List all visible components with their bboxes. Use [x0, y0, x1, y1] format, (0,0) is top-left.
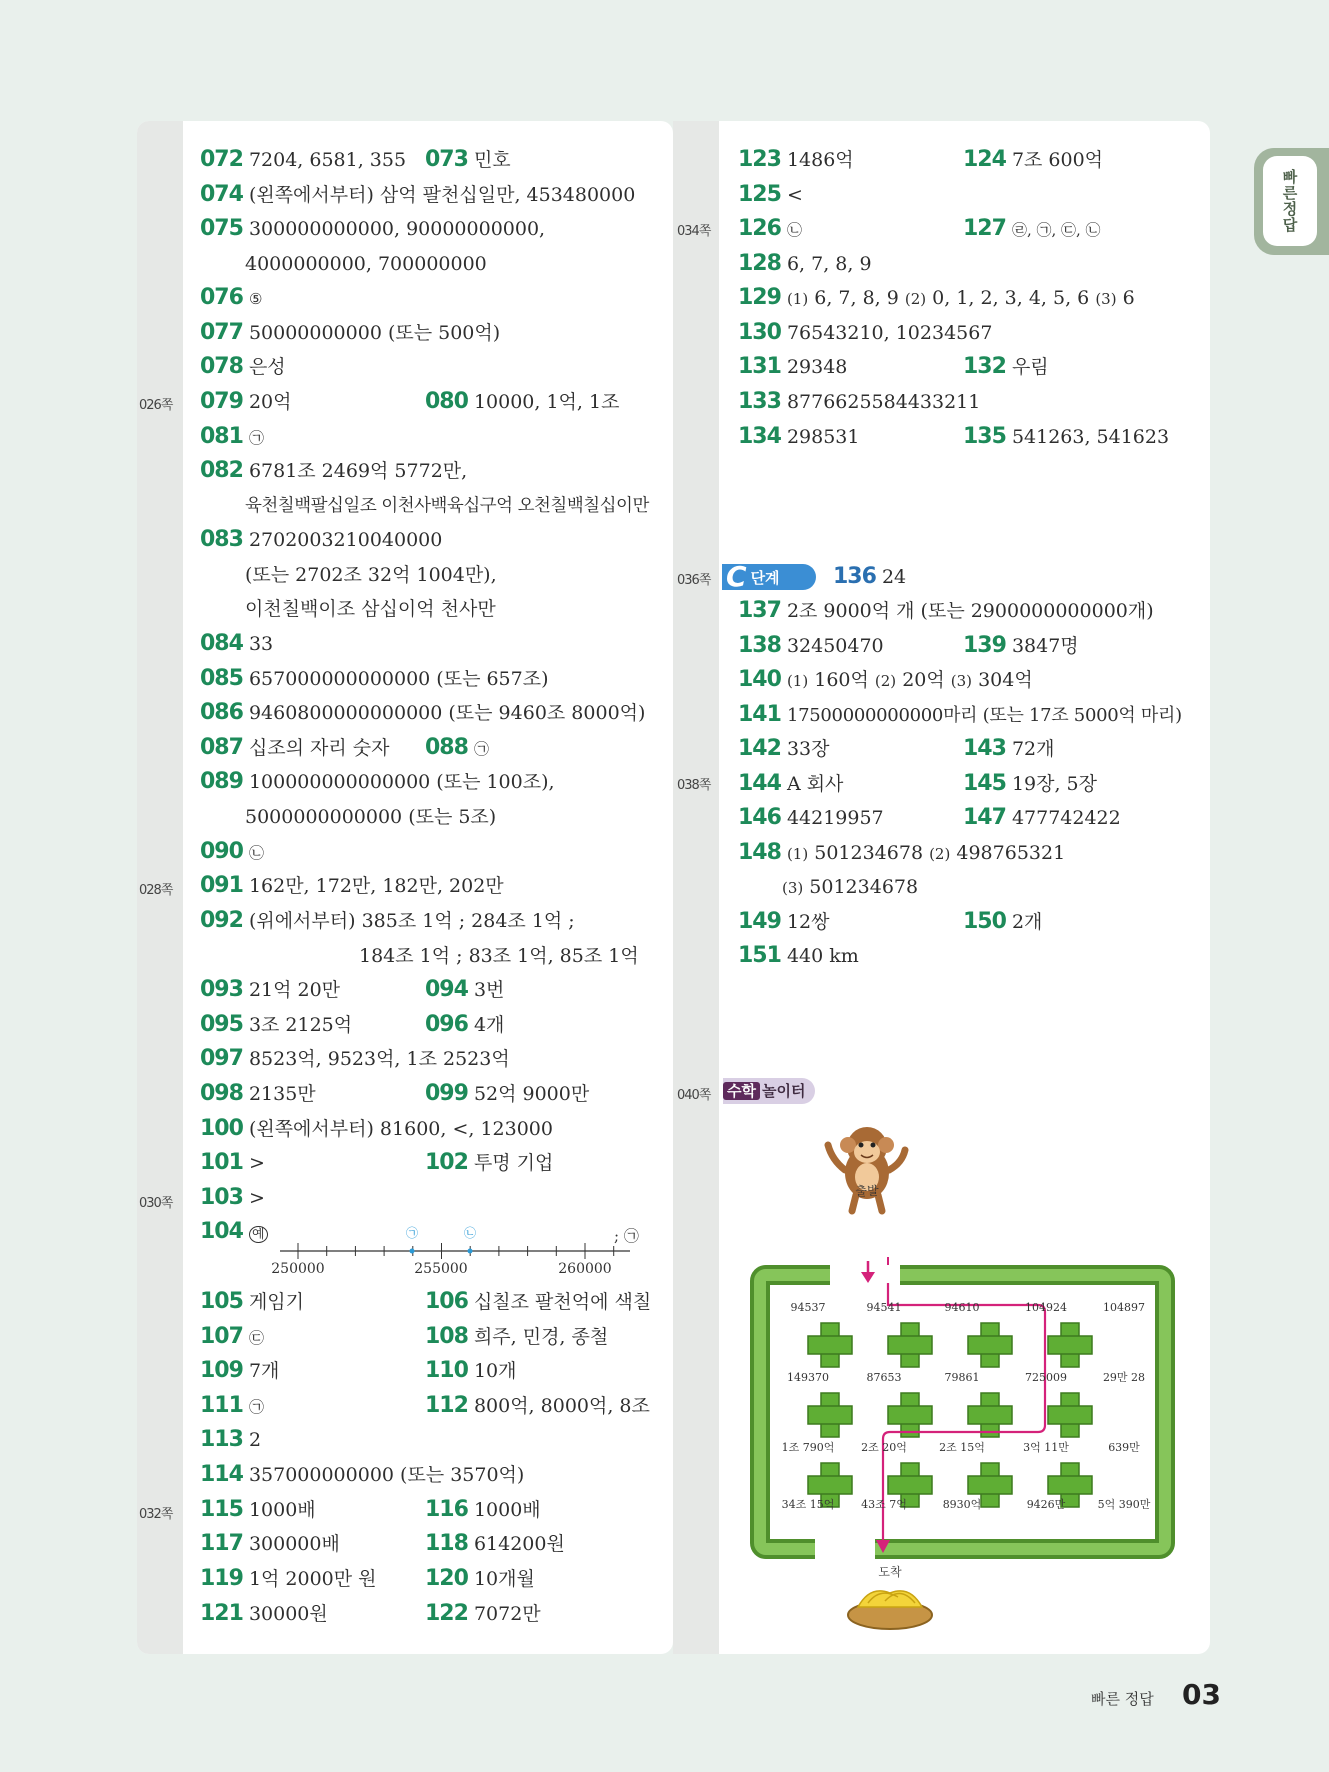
maze-number-label: 5억 390만 [1097, 1498, 1151, 1511]
answer-095: 095 3조 2125억 [200, 1012, 353, 1037]
answer-116: 116 1000배 [425, 1497, 541, 1522]
answer-135: 135 541263, 541623 [963, 424, 1170, 449]
answer-124: 124 7조 600억 [963, 147, 1104, 172]
maze-number-label: 149370 [787, 1371, 829, 1384]
page-number: 03 [1182, 1678, 1221, 1711]
answer-082-cont: 육천칠백팔십일조 이천사백육십구억 오천칠백칠십이만 [245, 496, 649, 516]
answer-148-cont: (3) 501234678 [782, 876, 919, 898]
monkey-icon [828, 1127, 905, 1211]
answer-078: 078 은성 [200, 354, 286, 379]
page-ref-028: 028쪽 [139, 883, 173, 898]
page-ref-030: 030쪽 [139, 1196, 173, 1211]
answer-115: 115 1000배 [200, 1497, 316, 1522]
maze-number-label: 94541 [866, 1301, 902, 1314]
answer-075: 075 300000000000, 90000000000, [200, 216, 546, 241]
answer-111: 111 ㉠ [200, 1393, 264, 1418]
maze-number-label: 1조 790억 [781, 1441, 835, 1454]
answer-089: 089 100000000000000 (또는 100조), [200, 769, 555, 794]
maze-number-label: 104924 [1025, 1301, 1067, 1314]
answer-113: 113 2 [200, 1427, 262, 1452]
answer-100: 100 (왼쪽에서부터) 81600, <, 123000 [200, 1116, 553, 1141]
answer-104: 104 예 [200, 1216, 268, 1248]
answer-086: 086 9460800000000000 (또는 9460조 8000억) [200, 700, 646, 725]
tick-label-250000: 250000 [271, 1261, 325, 1276]
maze-number-label: 3억 11만 [1023, 1441, 1069, 1454]
answer-142: 142 33장 [738, 736, 830, 761]
answer-144: 144 A 회사 [738, 771, 844, 796]
answer-138: 138 32450470 [738, 633, 884, 658]
answer-098: 098 2135만 [200, 1081, 316, 1106]
answer-099: 099 52억 9000만 [425, 1081, 590, 1106]
page-ref-036: 036쪽 [677, 573, 711, 588]
maze-number-label: 2조 20억 [861, 1441, 907, 1454]
answer-129: 129 (1) 6, 7, 8, 9 (2) 0, 1, 2, 3, 4, 5, 6 (3) 6 [738, 285, 1135, 310]
page-ref-032: 032쪽 [139, 1507, 173, 1522]
answer-121: 121 30000원 [200, 1601, 328, 1626]
page-ref-040: 040쪽 [677, 1088, 711, 1103]
answer-147: 147 477742422 [963, 805, 1121, 830]
maze-number-label: 725009 [1025, 1371, 1067, 1384]
answer-077: 077 50000000000 (또는 500억) [200, 320, 501, 345]
answer-083-cont2: 이천칠백이조 삼십이억 천사만 [245, 598, 496, 620]
maze-number-label: 94610 [944, 1301, 980, 1314]
answer-082: 082 6781조 2469억 5772만, [200, 458, 468, 483]
answer-102: 102 투명 기업 [425, 1150, 554, 1175]
answer-104-tail: ; ㉠ [614, 1227, 639, 1245]
answer-117: 117 300000배 [200, 1531, 340, 1556]
answer-089-cont: 5000000000000 (또는 5조) [245, 806, 497, 828]
tick-label-260000: 260000 [558, 1261, 612, 1276]
page-ref-026: 026쪽 [139, 398, 173, 413]
answer-108: 108 희주, 민경, 종철 [425, 1324, 609, 1349]
maze-number-label: 2조 15억 [939, 1441, 985, 1454]
answer-075-cont: 4000000000, 700000000 [245, 253, 487, 275]
answer-080: 080 10000, 1억, 1조 [425, 389, 620, 414]
answer-087: 087 십조의 자리 숫자 [200, 735, 390, 760]
c-stage-badge: C단계 [722, 564, 816, 590]
page-ref-038: 038쪽 [677, 778, 711, 793]
answer-146: 146 44219957 [738, 805, 884, 830]
answer-106: 106 십칠조 팔천억에 색칠 [425, 1289, 652, 1314]
answer-139: 139 3847명 [963, 633, 1079, 658]
maze-number-label: 43조 7억 [861, 1498, 907, 1511]
answer-134: 134 298531 [738, 424, 860, 449]
point-a-dot [410, 1249, 415, 1254]
answer-110: 110 10개 [425, 1358, 517, 1383]
answer-141: 141 17500000000000마리 (또는 17조 5000억 마리) [738, 702, 1182, 727]
banana-basket-icon [848, 1591, 932, 1629]
answer-127: 127 ㉣, ㉠, ㉢, ㉡ [963, 216, 1101, 241]
answer-074: 074 (왼쪽에서부터) 삼억 팔천십일만, 453480000 [200, 182, 636, 207]
answer-091: 091 162만, 172만, 182만, 202만 [200, 873, 504, 898]
answer-094: 094 3번 [425, 977, 505, 1002]
answer-103: 103 > [200, 1185, 265, 1210]
answer-125: 125 < [738, 182, 803, 207]
answer-145: 145 19장, 5장 [963, 771, 1097, 796]
answer-136: 136 24 [833, 564, 907, 589]
right-gutter [673, 121, 719, 1654]
answer-083: 083 2702003210040000 [200, 527, 443, 552]
answer-088: 088 ㉠ [425, 735, 489, 760]
maze-number-label: 9426만 [1026, 1498, 1066, 1511]
maze-number-label: 104897 [1103, 1301, 1145, 1314]
answer-128: 128 6, 7, 8, 9 [738, 251, 872, 276]
maze-exit [815, 1535, 875, 1561]
answer-092-cont: 184조 1억 ; 83조 1억, 85조 1억 [359, 945, 639, 967]
number-line [260, 1216, 660, 1276]
answer-083-cont1: (또는 2702조 32억 1004만), [245, 564, 497, 586]
maze-end-label: 도착 [878, 1565, 902, 1579]
answer-107: 107 ㉢ [200, 1324, 264, 1349]
maze-number-label: 34조 15억 [781, 1498, 835, 1511]
answer-148: 148 (1) 501234678 (2) 498765321 [738, 840, 1066, 865]
answer-143: 143 72개 [963, 736, 1055, 761]
answer-090: 090 ㉡ [200, 839, 264, 864]
page-ref-034: 034쪽 [677, 224, 711, 239]
answer-105: 105 게임기 [200, 1289, 304, 1314]
answer-150: 150 2개 [963, 909, 1043, 934]
point-b-dot [468, 1249, 473, 1254]
answer-118: 118 614200원 [425, 1531, 565, 1556]
answer-096: 096 4개 [425, 1012, 505, 1037]
answer-131: 131 29348 [738, 354, 848, 379]
answer-120: 120 10개월 [425, 1566, 535, 1591]
maze-number-label: 29만 28 [1102, 1371, 1146, 1384]
answer-140: 140 (1) 160억 (2) 20억 (3) 304억 [738, 667, 1033, 692]
answer-073: 073 민호 [425, 147, 511, 172]
maze-start-label: 출발 [855, 1184, 879, 1198]
answer-137: 137 2조 9000억 개 (또는 2900000000000개) [738, 598, 1154, 623]
answer-093: 093 21억 20만 [200, 977, 341, 1002]
side-tab-inner [1263, 156, 1317, 246]
maze-number-label: 8930억 [942, 1498, 982, 1511]
answer-122: 122 7072만 [425, 1601, 541, 1626]
tick-label-255000: 255000 [414, 1261, 468, 1276]
answer-123: 123 1486억 [738, 147, 854, 172]
answer-109: 109 7개 [200, 1358, 280, 1383]
answer-072: 072 7204, 6581, 355 [200, 147, 407, 172]
answer-119: 119 1억 2000만 원 [200, 1566, 377, 1591]
answer-084: 084 33 [200, 631, 274, 656]
answer-085: 085 657000000000000 (또는 657조) [200, 666, 549, 691]
math-playground-badge: 수학 놀이터 [723, 1078, 815, 1104]
footer-label: 빠른 정답 [1091, 1690, 1154, 1708]
maze-number-label: 639만 [1108, 1441, 1140, 1454]
answer-097: 097 8523억, 9523억, 1조 2523억 [200, 1046, 510, 1071]
answer-112: 112 800억, 8000억, 8조 [425, 1393, 650, 1418]
side-tab-label: 빠른정답 [1280, 169, 1299, 233]
answer-126: 126 ㉡ [738, 216, 802, 241]
answer-076: 076 ⑤ [200, 285, 263, 310]
answer-081: 081 ㉠ [200, 424, 264, 449]
answer-114: 114 357000000000 (또는 3570억) [200, 1462, 525, 1487]
maze-number-label: 87653 [866, 1371, 902, 1384]
answer-130: 130 76543210, 10234567 [738, 320, 993, 345]
maze-illustration [740, 1115, 1190, 1635]
answer-149: 149 12쌍 [738, 909, 830, 934]
answer-092: 092 (위에서부터) 385조 1억 ; 284조 1억 ; [200, 908, 575, 933]
answer-079: 079 20억 [200, 389, 292, 414]
point-b-label: ㉡ [463, 1226, 477, 1240]
maze-number-label: 79861 [944, 1371, 980, 1384]
side-tab[interactable] [1254, 148, 1329, 255]
answer-133: 133 8776625584433211 [738, 389, 981, 414]
answer-101: 101 > [200, 1150, 265, 1175]
maze-number-label: 94537 [790, 1301, 826, 1314]
point-a-label: ㉠ [405, 1226, 419, 1240]
answer-132: 132 우림 [963, 354, 1049, 379]
answer-151: 151 440 km [738, 943, 859, 968]
